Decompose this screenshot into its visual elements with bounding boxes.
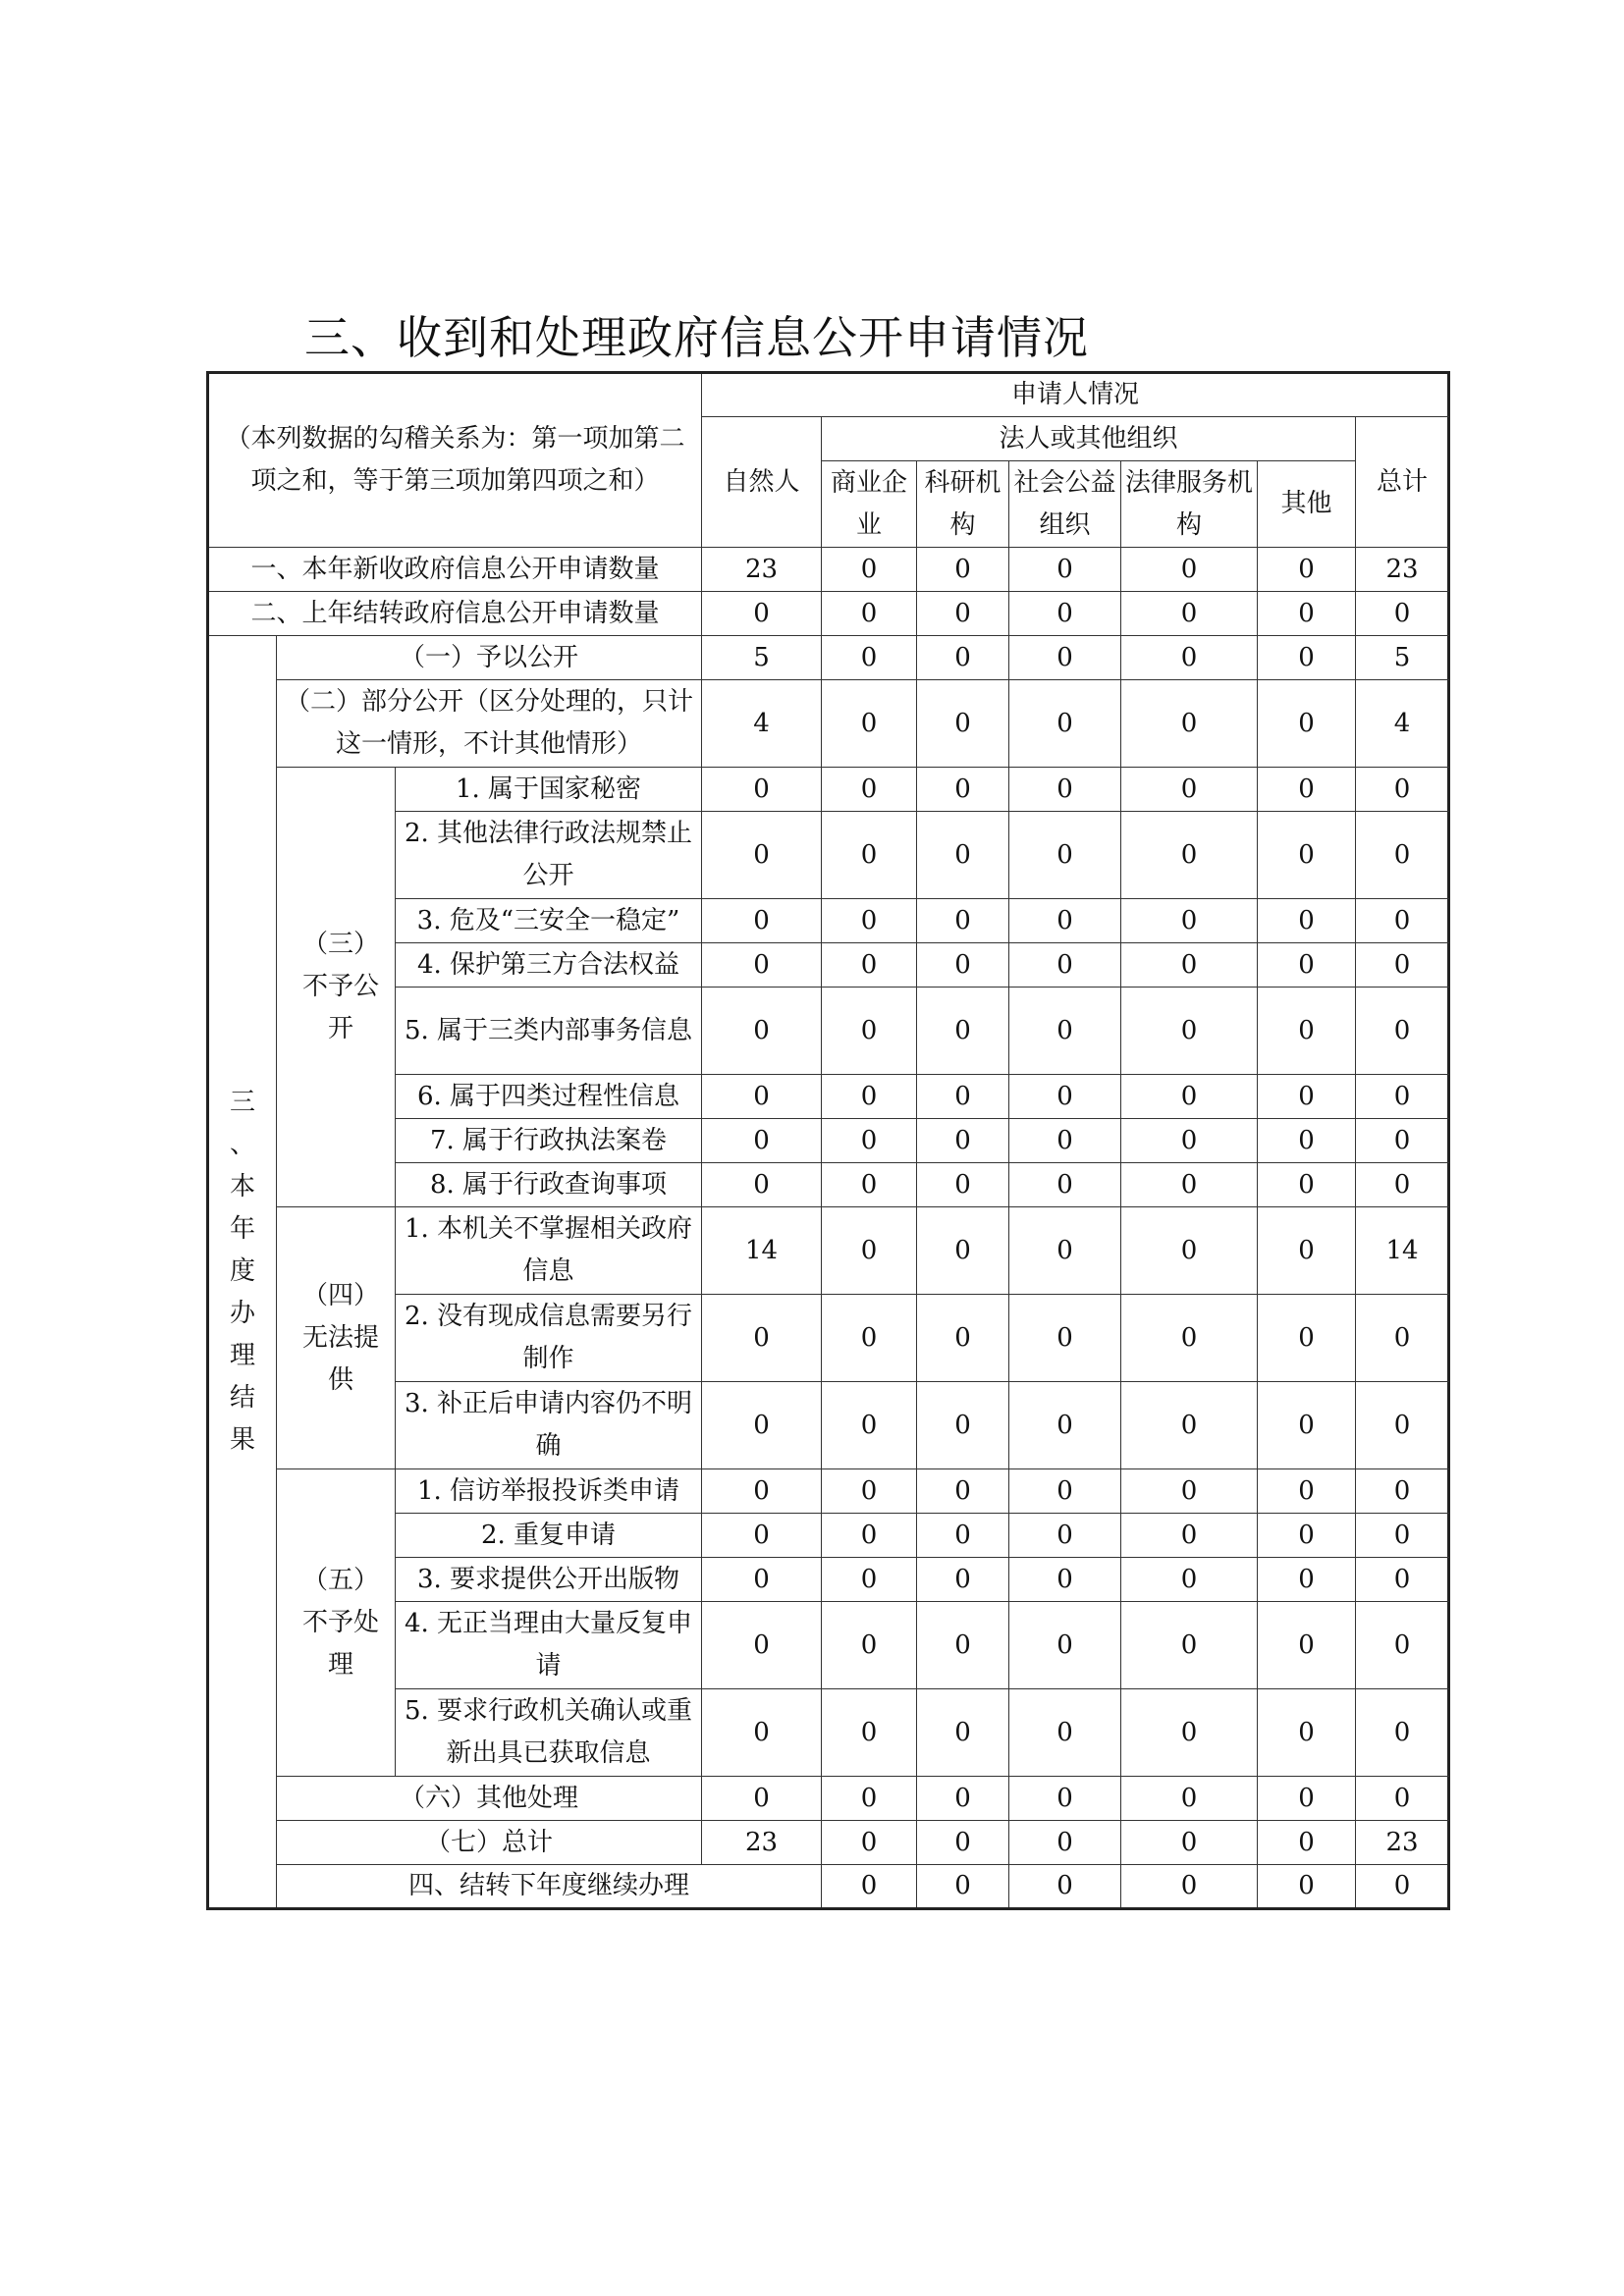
cell-value: 0 (1121, 1689, 1258, 1777)
cell-value: 0 (1121, 1602, 1258, 1689)
header-sub-business: 商业企业 (822, 461, 917, 548)
row-label: 4. 无正当理由大量反复申请 (396, 1602, 702, 1689)
cell-value: 0 (1009, 899, 1121, 943)
cell-value: 0 (702, 943, 822, 988)
table-row (208, 1821, 1449, 1865)
cell-value: 0 (1121, 680, 1258, 768)
cell-value: 0 (1121, 812, 1258, 899)
cell-value: 0 (917, 636, 1009, 680)
cell-value: 0 (1356, 812, 1449, 899)
header-legal-entity: 法人或其他组织 (822, 417, 1356, 461)
cell-value: 0 (1258, 1382, 1356, 1469)
subgroup-label: （五）不予处理 (277, 1469, 396, 1777)
vertical-char: 、 (229, 1130, 255, 1159)
cell-value: 0 (1356, 899, 1449, 943)
cell-value: 0 (917, 1075, 1009, 1119)
cell-value: 23 (1356, 1821, 1449, 1865)
cell-value: 0 (822, 1207, 917, 1295)
cell-value: 0 (822, 1558, 917, 1602)
cell-value: 0 (822, 636, 917, 680)
vertical-char: 年 (229, 1214, 255, 1244)
row-label: 8. 属于行政查询事项 (396, 1163, 702, 1207)
cell-value: 0 (1258, 680, 1356, 768)
cell-value: 0 (1356, 1558, 1449, 1602)
cell-value: 14 (1356, 1207, 1449, 1295)
cell-value: 23 (702, 1821, 822, 1865)
row-label: 4. 保护第三方合法权益 (396, 943, 702, 988)
cell-value: 0 (1258, 899, 1356, 943)
cell-value: 0 (917, 768, 1009, 812)
cell-value: 5 (1356, 636, 1449, 680)
cell-value: 0 (1258, 1602, 1356, 1689)
vertical-char: 度 (229, 1256, 255, 1286)
cell-value: 0 (917, 812, 1009, 899)
cell-value: 14 (702, 1207, 822, 1295)
page-title: 三、收到和处理政府信息公开申请情况 (304, 311, 1089, 364)
row-label: 2. 没有现成信息需要另行制作 (396, 1295, 702, 1382)
cell-value: 0 (917, 1119, 1009, 1163)
cell-value: 23 (1356, 548, 1449, 592)
cell-value: 0 (1009, 592, 1121, 636)
header-note: （本列数据的勾稽关系为：第一项加第二项之和，等于第三项加第四项之和） (208, 373, 702, 548)
cell-value: 0 (1258, 636, 1356, 680)
cell-value: 0 (822, 1469, 917, 1514)
row-label: 3. 危及“三安全一稳定” (396, 899, 702, 943)
cell-value: 0 (822, 1865, 917, 1909)
vertical-char: 果 (229, 1425, 255, 1455)
cell-value: 0 (1121, 988, 1258, 1075)
cell-value: 0 (822, 548, 917, 592)
cell-value: 0 (1258, 1207, 1356, 1295)
application-stats-table (206, 371, 1450, 1910)
cell-value: 0 (1121, 636, 1258, 680)
cell-value: 0 (822, 1602, 917, 1689)
cell-value: 0 (917, 1777, 1009, 1821)
row-label: 一、本年新收政府信息公开申请数量 (208, 548, 702, 592)
cell-value: 0 (917, 1382, 1009, 1469)
cell-value: 0 (1258, 1075, 1356, 1119)
cell-value: 0 (1009, 1689, 1121, 1777)
cell-value: 0 (1009, 1777, 1121, 1821)
cell-value: 0 (917, 988, 1009, 1075)
row-label: 1. 本机关不掌握相关政府信息 (396, 1207, 702, 1295)
cell-value: 0 (917, 1865, 1009, 1909)
cell-value: 0 (822, 1075, 917, 1119)
cell-value: 0 (1258, 1558, 1356, 1602)
row-label: 2. 重复申请 (396, 1514, 702, 1558)
header-applicant: 申请人情况 (702, 373, 1449, 417)
cell-value: 0 (917, 1602, 1009, 1689)
cell-value: 0 (702, 1295, 822, 1382)
cell-value: 0 (917, 592, 1009, 636)
cell-value: 0 (1258, 1777, 1356, 1821)
cell-value: 0 (1121, 1821, 1258, 1865)
table-row (208, 636, 1449, 680)
header-sub-public-welfare: 社会公益组织 (1009, 461, 1121, 548)
cell-value: 0 (702, 1602, 822, 1689)
table-row (208, 548, 1449, 592)
cell-value: 0 (702, 768, 822, 812)
group-label-annual-results (208, 636, 277, 1909)
cell-value: 0 (1009, 1865, 1121, 1909)
cell-value: 0 (822, 1821, 917, 1865)
cell-value: 0 (1009, 636, 1121, 680)
cell-value: 0 (1258, 1865, 1356, 1909)
row-label: 二、上年结转政府信息公开申请数量 (208, 592, 702, 636)
cell-value: 0 (1009, 1075, 1121, 1119)
cell-value: 0 (822, 1295, 917, 1382)
table-row (208, 680, 1449, 768)
header-sub-other: 其他 (1258, 461, 1356, 548)
vertical-char: 三 (229, 1088, 255, 1117)
cell-value: 0 (822, 1163, 917, 1207)
cell-value: 0 (822, 768, 917, 812)
cell-value: 0 (822, 943, 917, 988)
cell-value: 0 (1258, 1514, 1356, 1558)
cell-value: 0 (1121, 1207, 1258, 1295)
row-label: 1. 属于国家秘密 (396, 768, 702, 812)
row-label: 3. 要求提供公开出版物 (396, 1558, 702, 1602)
cell-value: 0 (917, 1514, 1009, 1558)
table-row (208, 1469, 1449, 1514)
cell-value: 0 (1356, 1865, 1449, 1909)
row-label: 1. 信访举报投诉类申请 (396, 1469, 702, 1514)
table-row (208, 1865, 1449, 1909)
cell-value: 0 (702, 1514, 822, 1558)
cell-value: 0 (1258, 988, 1356, 1075)
vertical-char: 本 (229, 1172, 255, 1201)
cell-value: 0 (1121, 943, 1258, 988)
vertical-char: 结 (229, 1383, 255, 1413)
cell-value: 0 (917, 680, 1009, 768)
cell-value: 0 (822, 1119, 917, 1163)
header-sub-research: 科研机构 (917, 461, 1009, 548)
cell-value: 0 (702, 592, 822, 636)
cell-value: 0 (1009, 1602, 1121, 1689)
cell-value: 0 (1258, 768, 1356, 812)
cell-value: 0 (1009, 548, 1121, 592)
cell-value: 0 (1121, 1382, 1258, 1469)
cell-value: 0 (917, 1295, 1009, 1382)
cell-value: 0 (822, 988, 917, 1075)
cell-value: 0 (917, 1163, 1009, 1207)
cell-value: 0 (1258, 1689, 1356, 1777)
cell-value: 0 (702, 1558, 822, 1602)
cell-value: 23 (702, 548, 822, 592)
cell-value: 0 (1121, 1514, 1258, 1558)
cell-value: 0 (1121, 548, 1258, 592)
header-natural-person: 自然人 (702, 417, 822, 548)
vertical-char: 理 (229, 1341, 255, 1370)
cell-value: 0 (702, 1469, 822, 1514)
cell-value: 0 (1258, 1469, 1356, 1514)
cell-value: 0 (822, 1514, 917, 1558)
cell-value: 0 (1356, 1382, 1449, 1469)
cell-value: 0 (1009, 988, 1121, 1075)
cell-value: 0 (917, 899, 1009, 943)
row-label: 6. 属于四类过程性信息 (396, 1075, 702, 1119)
cell-value: 0 (1356, 592, 1449, 636)
cell-value: 0 (1356, 1295, 1449, 1382)
cell-value: 0 (1009, 1469, 1121, 1514)
row-label: 四、结转下年度继续办理 (277, 1865, 822, 1909)
cell-value: 0 (1121, 1469, 1258, 1514)
table-row (208, 1777, 1449, 1821)
cell-value: 0 (1009, 768, 1121, 812)
cell-value: 0 (1356, 1163, 1449, 1207)
cell-value: 0 (917, 1821, 1009, 1865)
cell-value: 0 (702, 1777, 822, 1821)
cell-value: 0 (1258, 943, 1356, 988)
cell-value: 0 (702, 1075, 822, 1119)
cell-value: 0 (1356, 1075, 1449, 1119)
cell-value: 0 (702, 812, 822, 899)
cell-value: 0 (1258, 1295, 1356, 1382)
cell-value: 0 (702, 1689, 822, 1777)
cell-value: 0 (822, 899, 917, 943)
cell-value: 0 (1009, 1119, 1121, 1163)
cell-value: 0 (1356, 1514, 1449, 1558)
cell-value: 0 (1356, 1469, 1449, 1514)
cell-value: 4 (702, 680, 822, 768)
cell-value: 0 (1009, 1558, 1121, 1602)
cell-value: 0 (917, 1469, 1009, 1514)
cell-value: 0 (1009, 943, 1121, 988)
cell-value: 0 (917, 1207, 1009, 1295)
row-label: （二）部分公开（区分处理的，只计这一情形，不计其他情形） (277, 680, 702, 768)
row-label: 5. 属于三类内部事务信息 (396, 988, 702, 1075)
row-label: 2. 其他法律行政法规禁止公开 (396, 812, 702, 899)
row-label: （六）其他处理 (277, 1777, 702, 1821)
cell-value: 0 (1121, 1558, 1258, 1602)
cell-value: 0 (1009, 812, 1121, 899)
cell-value: 0 (1121, 1119, 1258, 1163)
header-total: 总计 (1356, 417, 1449, 548)
cell-value: 0 (917, 1558, 1009, 1602)
cell-value: 4 (1356, 680, 1449, 768)
table-row (208, 1207, 1449, 1295)
cell-value: 0 (1356, 1689, 1449, 1777)
cell-value: 0 (1258, 1119, 1356, 1163)
cell-value: 0 (1121, 1295, 1258, 1382)
cell-value: 0 (1121, 592, 1258, 636)
cell-value: 0 (1356, 1119, 1449, 1163)
cell-value: 0 (1121, 768, 1258, 812)
cell-value: 5 (702, 636, 822, 680)
cell-value: 0 (1009, 1163, 1121, 1207)
cell-value: 0 (1121, 1777, 1258, 1821)
table-row (208, 592, 1449, 636)
cell-value: 0 (1009, 1821, 1121, 1865)
cell-value: 0 (1121, 899, 1258, 943)
cell-value: 0 (702, 1119, 822, 1163)
row-label: 7. 属于行政执法案卷 (396, 1119, 702, 1163)
vertical-char: 办 (229, 1299, 255, 1328)
cell-value: 0 (1356, 1777, 1449, 1821)
cell-value: 0 (702, 988, 822, 1075)
cell-value: 0 (1009, 1207, 1121, 1295)
cell-value: 0 (1009, 680, 1121, 768)
row-label: 5. 要求行政机关确认或重新出具已获取信息 (396, 1689, 702, 1777)
row-label: （七）总计 (277, 1821, 702, 1865)
cell-value: 0 (1009, 1514, 1121, 1558)
cell-value: 0 (1258, 1821, 1356, 1865)
cell-value: 0 (1258, 592, 1356, 636)
cell-value: 0 (1356, 943, 1449, 988)
cell-value: 0 (1009, 1382, 1121, 1469)
cell-value: 0 (822, 1382, 917, 1469)
cell-value: 0 (917, 943, 1009, 988)
cell-value: 0 (1356, 1602, 1449, 1689)
cell-value: 0 (1121, 1163, 1258, 1207)
subgroup-label: （四）无法提供 (277, 1207, 396, 1469)
cell-value: 0 (917, 548, 1009, 592)
cell-value: 0 (1356, 768, 1449, 812)
subgroup-label: （三）不予公开 (277, 768, 396, 1207)
cell-value: 0 (702, 1163, 822, 1207)
cell-value: 0 (822, 1689, 917, 1777)
cell-value: 0 (822, 812, 917, 899)
cell-value: 0 (1356, 988, 1449, 1075)
cell-value: 0 (1258, 812, 1356, 899)
cell-value: 0 (1121, 1075, 1258, 1119)
row-label: （一）予以公开 (277, 636, 702, 680)
cell-value: 0 (702, 1382, 822, 1469)
table-row (208, 768, 1449, 812)
row-label: 3. 补正后申请内容仍不明确 (396, 1382, 702, 1469)
cell-value: 0 (822, 1777, 917, 1821)
cell-value: 0 (702, 899, 822, 943)
cell-value: 0 (822, 592, 917, 636)
cell-value: 0 (1121, 1865, 1258, 1909)
header-sub-legal-service: 法律服务机构 (1121, 461, 1258, 548)
cell-value: 0 (1009, 1295, 1121, 1382)
cell-value: 0 (1258, 1163, 1356, 1207)
cell-value: 0 (822, 680, 917, 768)
cell-value: 0 (1258, 548, 1356, 592)
cell-value: 0 (917, 1689, 1009, 1777)
